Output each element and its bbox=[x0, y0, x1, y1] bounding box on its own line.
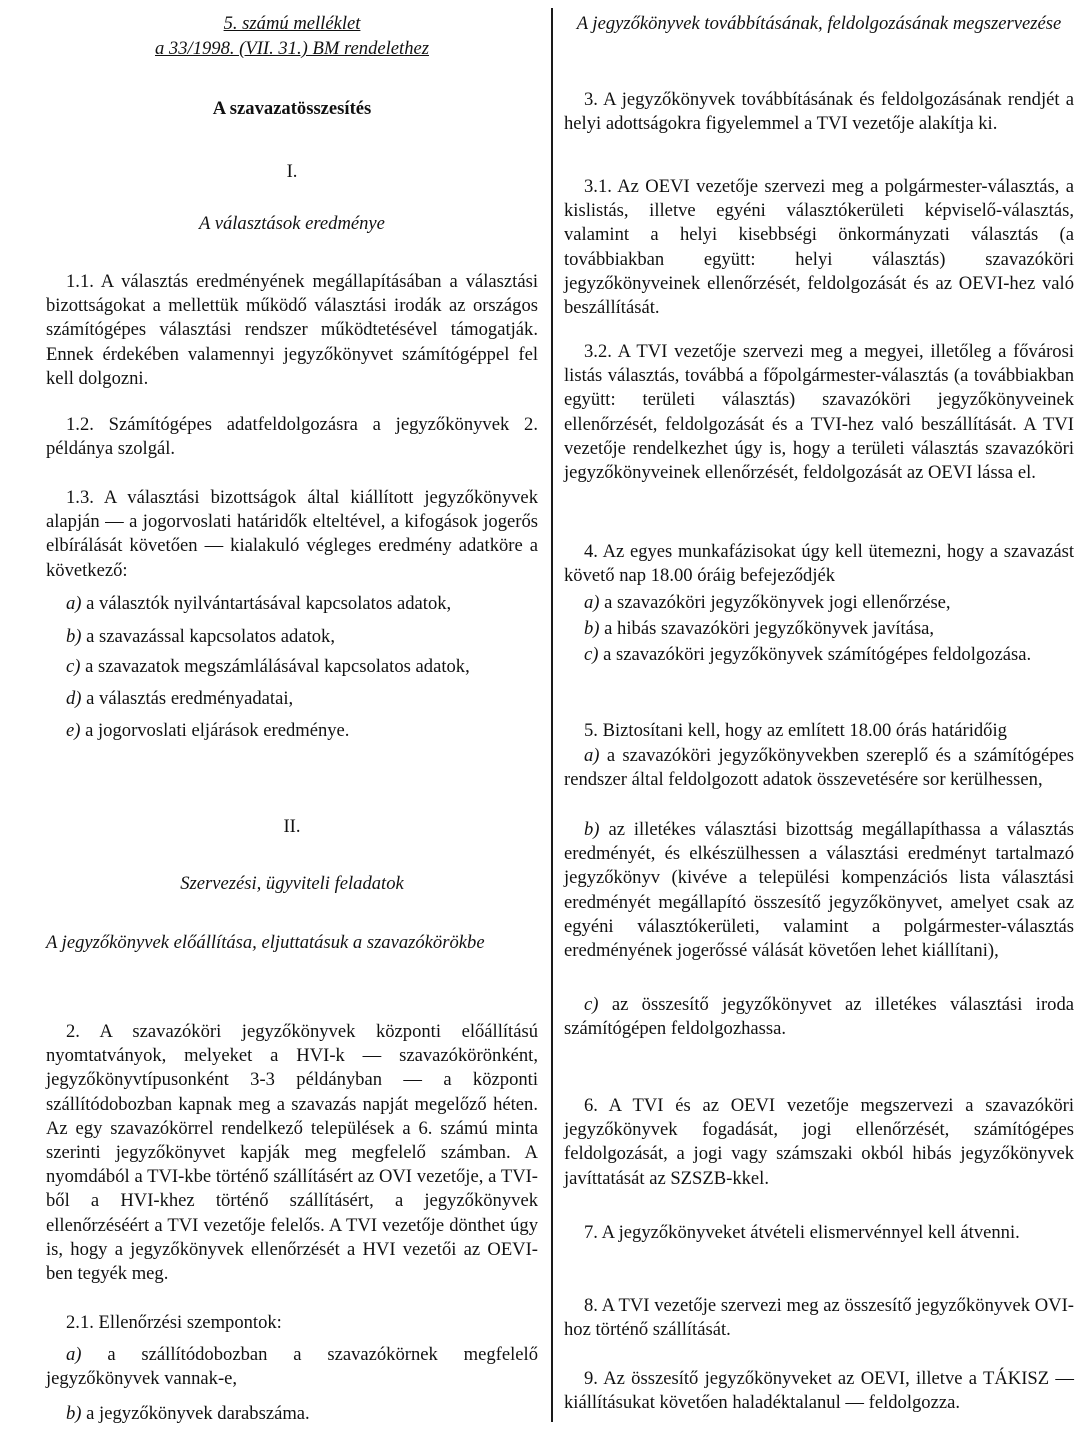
subsection-heading-2: A jegyzőkönyvek előállítása, eljuttatásuk a szavazókörökbe bbox=[46, 932, 485, 953]
annex-line-2: a 33/1998. (VII. 31.) BM rendelethez bbox=[154, 38, 429, 59]
paragraph-6: 6. A TVI és az OEVI vezetője megszervezi a szavazóköri jegyzőkönyvek fogadását, jogi ellenőrzését, számítógépes feldolgozását, a jogi vagy számszaki okból hibás jegyzőkönyvek javíttatását az SZSZB-kkel. bbox=[564, 1095, 1074, 1189]
paragraph-1-3: 1.3. A választási bizottságok által kiállított jegyzőkönyvek alapján — a jogorvoslati határidők elteltével, a kifogások jogerős elbírálását követően — kialakuló végleges eredmény adatköre a következő: bbox=[46, 487, 538, 581]
list-item-1-3-c: c) a szavazatok megszámlálásával kapcsolatos adatok, bbox=[66, 656, 470, 677]
column-divider bbox=[551, 8, 553, 1422]
paragraph-5: 5. Biztosítani kell, hogy az említett 18.00 órás határidőig bbox=[584, 720, 1007, 741]
paragraph-3-2: 3.2. A TVI vezetője szervezi meg a megyei, illetőleg a fővárosi listás választás, továbbá a főpolgármester-választás (a továbbiakban együtt: területi választás) szavazóköri jegyzőkönyveinek ellenőrzését, feldolgozását és a TVI-hez való beszállítását. A TVI vezetője rendelkezhet úgy is, hogy a területi választás szavazóköri jegyzőkönyveinek ellenőrzését, feldolgozását az OEVI lássa el. bbox=[564, 341, 1074, 484]
section-number-1: I. bbox=[286, 161, 298, 182]
list-item-4-c: c) a szavazóköri jegyzőkönyvek számítógépes feldolgozása. bbox=[584, 644, 1032, 665]
paragraph-9: 9. Az összesítő jegyzőkönyveket az OEVI, illetve a TÁKISZ — kiállításukat követően haladéktalanul — feldolgozza. bbox=[564, 1368, 1074, 1414]
section-heading-3: A jegyzőkönyvek továbbításának, feldolgozásának megszervezése bbox=[576, 13, 1062, 34]
annex-line-1: 5. számú melléklet bbox=[223, 13, 361, 34]
list-item-4-a: a) a szavazóköri jegyzőkönyvek jogi ellenőrzése, bbox=[584, 592, 951, 613]
paragraph-2-1: 2.1. Ellenőrzési szempontok: bbox=[66, 1312, 282, 1333]
paragraph-3-1: 3.1. Az OEVI vezetője szervezi meg a polgármester-választás, a kislistás, illetve egyéni választókerületi képviselő-választás, valamint a helyi kisebbségi önkormányzati választás (a továbbiakban együtt: helyi választás) szavazóköri jegyzőkönyveinek ellenőrzését, feldolgozását és az OEVI-hez való beszállítását. bbox=[564, 176, 1074, 319]
paragraph-8: 8. A TVI vezetője szervezi meg az összesítő jegyzőkönyvek OVI-hoz történő szállítását. bbox=[564, 1295, 1074, 1341]
list-item-2-1-b: b) a jegyzőkönyvek darabszáma. bbox=[66, 1403, 310, 1424]
list-item-4-b: b) a hibás szavazóköri jegyzőkönyvek javítása, bbox=[584, 618, 935, 639]
list-item-2-1-a: a) a szállítódobozban a szavazókörnek megfelelő jegyzőkönyvek vannak-e, bbox=[46, 1344, 538, 1390]
list-item-5-a: a) a szavazóköri jegyzőkönyvekben szereplő és a számítógépes rendszer által feldolgozott adatok összevetésére sor kerülhessen, bbox=[564, 745, 1074, 791]
list-item-5-c: c) az összesítő jegyzőkönyvet az illetékes választási iroda számítógépen feldolgozhassa. bbox=[564, 994, 1074, 1040]
paragraph-1-2: 1.2. Számítógépes adatfeldolgozásra a jegyzőkönyvek 2. példánya szolgál. bbox=[46, 414, 538, 460]
list-item-5-b: b) az illetékes választási bizottság megállapíthassa a választás eredményét, és elkészülhessen a választási eredményt tartalmazó jegyzőkönyv (kivéve a települési kompenzációs lista választási eredményét megállapító összesítő jegyzőkönyvet, amelyet csak az egyéni választókerületi, valamint a polgármester-választás eredményének jogerőssé válását követően lehet kiállítani), bbox=[564, 819, 1074, 962]
paragraph-4: 4. Az egyes munkafázisokat úgy kell ütemezni, hogy a szavazást követő nap 18.00 óráig befejeződjék bbox=[564, 541, 1074, 587]
paragraph-1-1: 1.1. A választás eredményének megállapításában a választási bizottságokat a mellettük működő választási irodák az országos számítógépes választási rendszer működtetésével támogatják. Ennek érdekében valamennyi jegyzőkönyvet számítógéppel fel kell dolgozni. bbox=[46, 271, 538, 389]
section-number-2: II. bbox=[283, 816, 301, 837]
list-item-1-3-e: e) a jogorvoslati eljárások eredménye. bbox=[66, 720, 350, 741]
section-heading-1: A választások eredménye bbox=[199, 213, 385, 234]
page-title: A szavazatösszesítés bbox=[212, 98, 372, 119]
list-item-1-3-a: a) a választók nyilvántartásával kapcsolatos adatok, bbox=[66, 593, 452, 614]
paragraph-2: 2. A szavazóköri jegyzőkönyvek központi előállítású nyomtatványok, melyeket a HVI-k — szavazókörönként, jegyzőkönyvtípusonként 3-3 példányban — a központi szállítódobozban kapnak meg a szavazás napját megelőző héten. Az egy szavazókörrel rendelkező települések a 6. számú minta szerinti jegyzőkönyvet kapják meg megfelelő számban. A nyomdából a TVI-kbe történő szállításért az OVI vezetője, a TVI-ből a HVI-khez történő szállításért, a jegyzőkönyvek ellenőrzéséért a TVI vezetője felelős. A TVI vezetője dönthet úgy is, hogy a jegyzőkönyvek ellenőrzését a HVI vezetői az OEVI-ben tegyék meg. bbox=[46, 1021, 538, 1285]
section-heading-2: Szervezési, ügyviteli feladatok bbox=[180, 873, 404, 894]
paragraph-3: 3. A jegyzőkönyvek továbbításának és feldolgozásának rendjét a helyi adottságokra figyelemmel a TVI vezetője alakítja ki. bbox=[564, 89, 1074, 135]
paragraph-7: 7. A jegyzőkönyveket átvételi elismervénnyel kell átvenni. bbox=[584, 1222, 1020, 1243]
list-item-1-3-b: b) a szavazással kapcsolatos adatok, bbox=[66, 626, 336, 647]
list-item-1-3-d: d) a választás eredményadatai, bbox=[66, 688, 294, 709]
